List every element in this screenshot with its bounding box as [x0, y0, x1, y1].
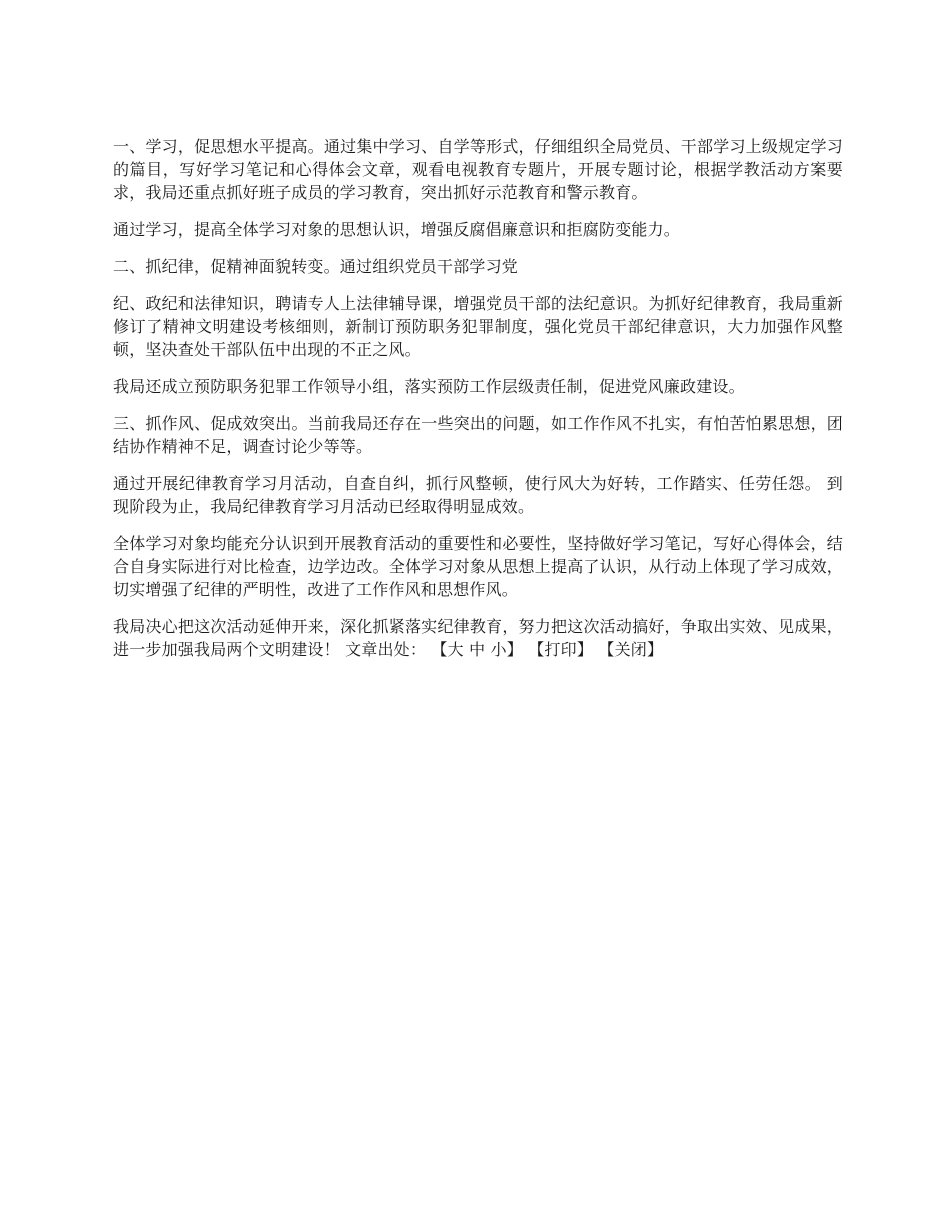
font-size-links[interactable]: 【大 中 小】 [431, 640, 523, 659]
print-link[interactable]: 【打印】 [528, 640, 594, 659]
article-body [113, 135, 843, 675]
conclusion-text: 我局决心把这次活动延伸开来，深化抓紧落实纪律教育，努力把这次活动搞好，争取出实效、见成果，进一步加强我局两个文明建设！ 文章出处： [113, 617, 843, 659]
paragraph-discipline-heading: 二、抓纪律，促精神面貌转变。通过组织党员干部学习党 [113, 257, 519, 276]
paragraph-study-result: 通过学习，提高全体学习对象的思想认识，增强反腐倡廉意识和拒腐防变能力。 [113, 220, 681, 239]
paragraph-prevention: 我局还成立预防职务犯罪工作领导小组，落实预防工作层级责任制，促进党风廉政建设。 [113, 377, 745, 396]
close-link[interactable]: 【关闭】 [598, 640, 664, 659]
paragraph-conclusion [113, 615, 843, 661]
paragraph-awareness: 全体学习对象均能充分认识到开展教育活动的重要性和必要性，坚持做好学习笔记，写好心得体会，结合自身实际进行对比检查，边学边改。全体学习对象从思想上提高了认识，从行动上体现了学习成效，切实增强了纪律的严明性，改进了工作作风和思想作风。 [113, 534, 843, 599]
paragraph-discipline: 纪、政纪和法律知识，聘请专人上法律辅导课，增强党员干部的法纪意识。为抓好纪律教育，我局重新修订了精神文明建设考核细则，新制订预防职务犯罪制度，强化党员干部纪律意识，大力加强作风整顿，坚决查处干部队伍中出现的不正之风。 [113, 294, 843, 359]
paragraph-achievement: 通过开展纪律教育学习月活动，自查自纠，抓行风整顿，使行风大为好转，工作踏实、任劳任怨。 到现阶段为止，我局纪律教育学习月活动已经取得明显成效。 [113, 474, 843, 516]
paragraph-study: 一、学习，促思想水平提高。通过集中学习、自学等形式，仔细组织全局党员、干部学习上级规定学习的篇目，写好学习笔记和心得体会文章，观看电视教育专题片，开展专题讨论，根据学教活动方案要求，我局还重点抓好班子成员的学习教育，突出抓好示范教育和警示教育。 [113, 137, 843, 202]
paragraph-style: 三、抓作风、促成效突出。当前我局还存在一些突出的问题，如工作作风不扎实，有怕苦怕累思想，团结协作精神不足，调查讨论少等等。 [113, 414, 843, 456]
